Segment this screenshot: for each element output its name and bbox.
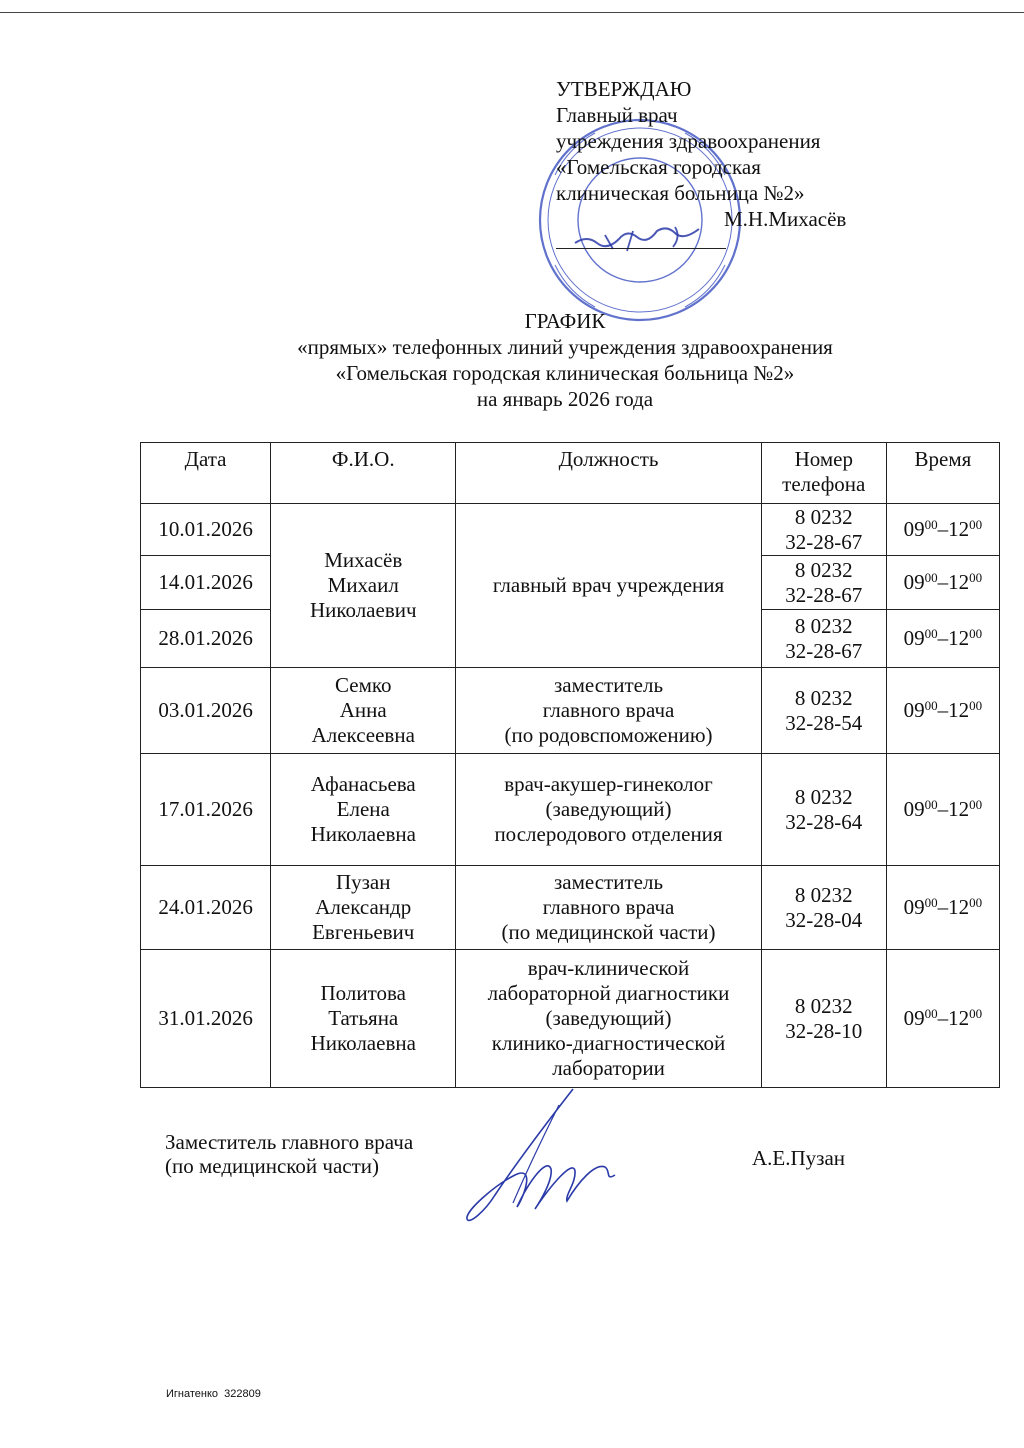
- cell-phone: 8 0232 32-28-54: [761, 668, 886, 754]
- cell-position: врач-клинической лабораторной диагностики (заведующий) клинико-диагностической лаборатории: [456, 950, 761, 1088]
- cell-time: $09^{00}-12^{00}$: [886, 950, 999, 1088]
- cell-time: $09^{00}-12^{00}$: [886, 504, 999, 556]
- scan-top-edge: [0, 12, 1024, 13]
- cell-fio: Семко Анна Алексеевна: [271, 668, 456, 754]
- approval-line-3: «Гомельская городская: [556, 155, 761, 179]
- cell-position: заместитель главного врача (по родовспоможению): [456, 668, 761, 754]
- footer-signer-role: [165, 1130, 413, 1178]
- header-time: Время: [886, 443, 999, 504]
- table-row: [141, 866, 1000, 950]
- approval-line-1: Главный врач: [556, 103, 678, 127]
- cell-phone: 8 0232 32-28-67: [761, 610, 886, 668]
- table-row: [141, 754, 1000, 866]
- document-title: [140, 308, 990, 412]
- schedule-table: [140, 442, 1000, 1088]
- approval-signature-line: [556, 248, 726, 249]
- handwritten-signature: [455, 1085, 630, 1230]
- cell-date: 24.01.2026: [141, 866, 271, 950]
- title-line-2: «Гомельская городская клиническая больница №2»: [335, 361, 795, 385]
- cell-date: 10.01.2026: [141, 504, 271, 556]
- cell-date: 14.01.2026: [141, 556, 271, 610]
- cell-date: 03.01.2026: [141, 668, 271, 754]
- cell-time: $09^{00}-12^{00}$: [886, 668, 999, 754]
- title-heading: ГРАФИК: [524, 309, 606, 333]
- approval-line-4: клиническая больница №2»: [556, 181, 805, 205]
- cell-date: 31.01.2026: [141, 950, 271, 1088]
- cell-time: $09^{00}-12^{00}$: [886, 866, 999, 950]
- title-line-3: на январь 2026 года: [476, 387, 654, 411]
- cell-fio: Политова Татьяна Николаевна: [271, 950, 456, 1088]
- cell-phone: 8 0232 32-28-04: [761, 866, 886, 950]
- cell-fio: Афанасьева Елена Николаевна: [271, 754, 456, 866]
- cell-time: $09^{00}-12^{00}$: [886, 556, 999, 610]
- approval-block: [556, 76, 936, 232]
- header-position: Должность: [456, 443, 761, 504]
- header-date: Дата: [141, 443, 271, 504]
- cell-position: врач-акушер-гинеколог (заведующий) послеродового отделения: [456, 754, 761, 866]
- cell-phone: 8 0232 32-28-64: [761, 754, 886, 866]
- header-phone: Номер телефона: [761, 443, 886, 504]
- table-header-row: [141, 443, 1000, 504]
- approval-line-2: учреждения здравоохранения: [556, 129, 821, 153]
- title-line-1: «прямых» телефонных линий учреждения здравоохранения: [297, 335, 833, 359]
- cell-date: 17.01.2026: [141, 754, 271, 866]
- header-fio: Ф.И.О.: [271, 443, 456, 504]
- cell-fio: Пузан Александр Евгеньевич: [271, 866, 456, 950]
- cell-phone: 8 0232 32-28-67: [761, 504, 886, 556]
- footer-role-line-1: Заместитель главного врача: [165, 1130, 414, 1154]
- cell-position: главный врач учреждения: [456, 504, 761, 668]
- table-row: [141, 950, 1000, 1088]
- cell-time: $09^{00}-12^{00}$: [886, 754, 999, 866]
- approval-heading: УТВЕРЖДАЮ: [556, 77, 692, 101]
- footer-signer-name: А.Е.Пузан: [752, 1146, 846, 1170]
- cell-position: заместитель главного врача (по медицинской части): [456, 866, 761, 950]
- cell-phone: 8 0232 32-28-67: [761, 556, 886, 610]
- cell-time: $09^{00}-12^{00}$: [886, 610, 999, 668]
- cell-phone: 8 0232 32-28-10: [761, 950, 886, 1088]
- approval-signer: М.Н.Михасёв: [724, 207, 847, 231]
- footer-role-line-2: (по медицинской части): [165, 1154, 380, 1178]
- cell-date: 28.01.2026: [141, 610, 271, 668]
- table-row: [141, 504, 1000, 556]
- table-row: [141, 668, 1000, 754]
- cell-fio: Михасёв Михаил Николаевич: [271, 504, 456, 668]
- executor-note: Игнатенко 322809: [166, 1388, 261, 1400]
